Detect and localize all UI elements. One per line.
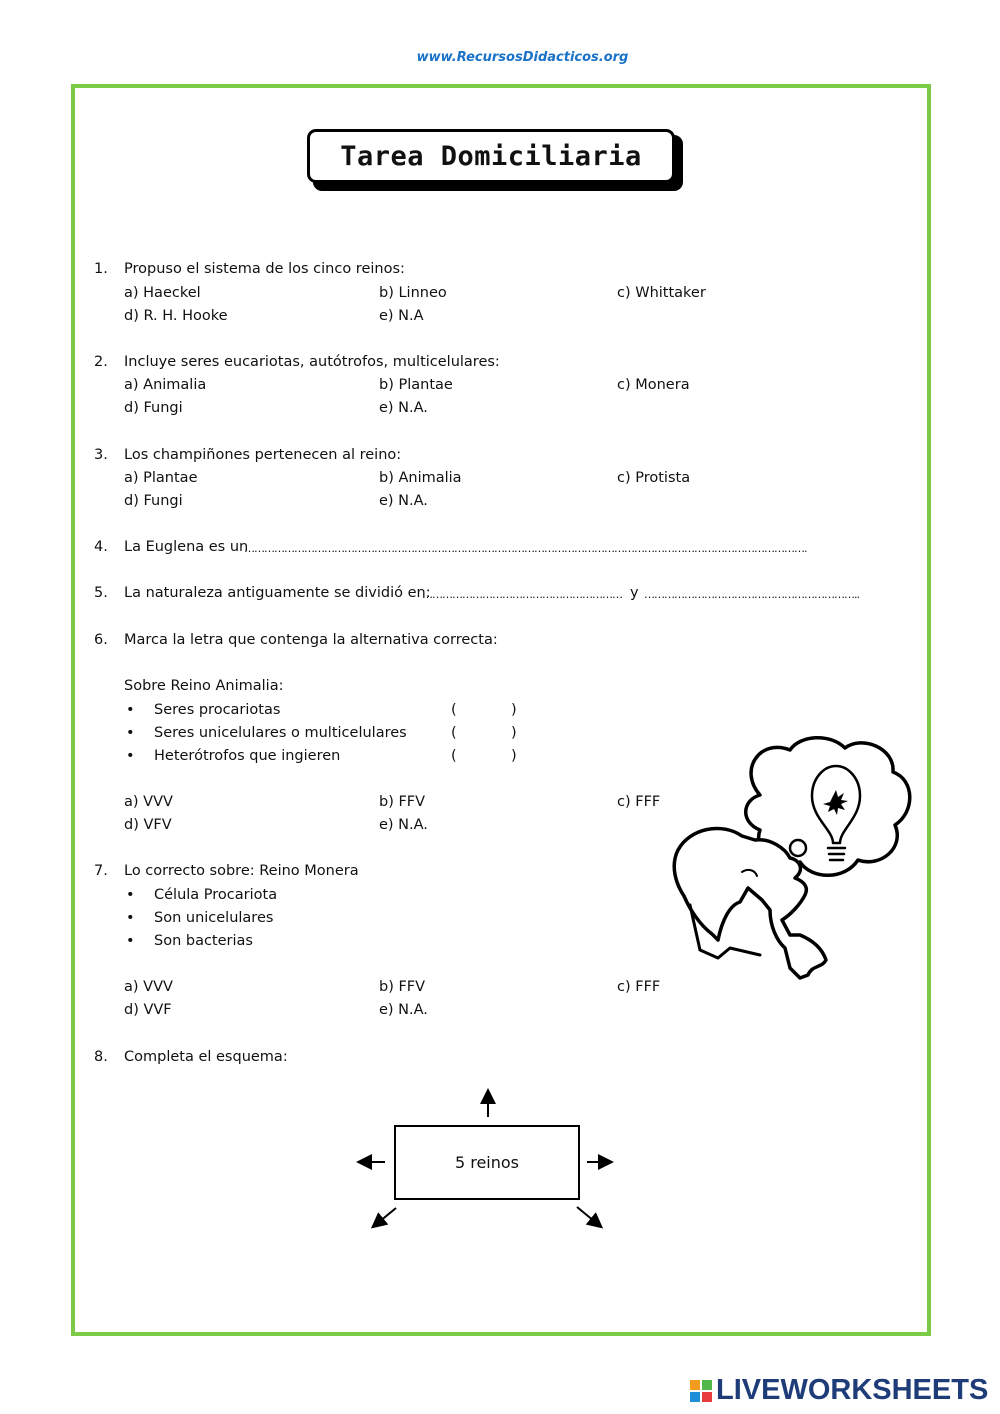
q7-option-a[interactable]: a) VVV [124,979,173,995]
q6-option-b[interactable]: b) FFV [379,794,426,810]
scheme-center-label: 5 reinos [454,1153,520,1172]
q4-number: 4. [94,539,108,555]
q2-option-e[interactable]: e) N.A. [379,400,428,416]
q6-statement-3: Heterótrofos que ingieren [154,748,341,764]
q7-option-d[interactable]: d) VVF [124,1002,172,1018]
q7-statement-1: Célula Procariota [154,887,278,903]
q7-option-c[interactable]: c) FFF [617,979,661,995]
q1-option-e[interactable]: e) N.A [379,308,424,324]
q2-option-a[interactable]: a) Animalia [124,377,207,393]
q3-option-e[interactable]: e) N.A. [379,493,428,509]
q3-option-a[interactable]: a) Plantae [124,470,198,486]
q5-answer-blank-1[interactable]: …………………………………………………… [422,588,622,601]
liveworksheets-logo[interactable] [690,1374,988,1407]
q2-option-d[interactable]: d) Fungi [124,400,183,416]
q6-option-e[interactable]: e) N.A. [379,817,428,833]
q6-number: 6. [94,632,108,648]
q3-option-c[interactable]: c) Protista [617,470,691,486]
q1-option-b[interactable]: b) Linneo [379,285,447,301]
bullet-dot: • [126,702,135,718]
bullet-dot: • [126,910,135,926]
q4-answer-blank[interactable]: ……………………………………………………………………………………………………………………………………………………. [244,542,807,555]
page-title: Tarea Domiciliaria [307,129,675,183]
q6-paren-close-2: ) [511,725,517,741]
q6-paren-close-3: ) [511,748,517,764]
q2-option-c[interactable]: c) Monera [617,377,690,393]
q7-option-b[interactable]: b) FFV [379,979,426,995]
q1-text: Propuso el sistema de los cinco reinos: [124,261,405,277]
q5-answer-blank-2[interactable]: ……………………………………………………….. [644,588,859,601]
q3-number: 3. [94,447,108,463]
q7-statement-2: Son unicelulares [154,910,274,926]
bullet-dot: • [126,933,135,949]
q6-option-c[interactable]: c) FFF [617,794,661,810]
q1-number: 1. [94,261,108,277]
q4-text: La Euglena es un [124,539,249,555]
q8-number: 8. [94,1049,108,1065]
q6-option-a[interactable]: a) VVV [124,794,173,810]
q6-paren-close-1: ) [511,702,517,718]
bullet-dot: • [126,748,135,764]
q6-option-d[interactable]: d) VFV [124,817,172,833]
q6-subtitle: Sobre Reino Animalia: [124,678,284,694]
q2-option-b[interactable]: b) Plantae [379,377,453,393]
q3-text: Los champiñones pertenecen al reino: [124,447,402,463]
q7-statement-3: Son bacterias [154,933,253,949]
q6-statement-2: Seres unicelulares o multicelulares [154,725,407,741]
bullet-dot: • [126,725,135,741]
q5-connector: y [630,585,639,601]
q3-option-d[interactable]: d) Fungi [124,493,183,509]
q1-option-a[interactable]: a) Haeckel [124,285,201,301]
q3-option-b[interactable]: b) Animalia [379,470,462,486]
q7-number: 7. [94,863,108,879]
q5-number: 5. [94,585,108,601]
q1-option-c[interactable]: c) Whittaker [617,285,706,301]
q6-paren-open-1: ( [451,702,457,718]
liveworksheets-brand: LIVEWORKSHEETS [716,1374,989,1406]
q7-option-e[interactable]: e) N.A. [379,1002,428,1018]
q2-text: Incluye seres eucariotas, autótrofos, multicelulares: [124,354,500,370]
q6-text: Marca la letra que contenga la alternativa correcta: [124,632,498,648]
q6-paren-open-3: ( [451,748,457,764]
q7-text: Lo correcto sobre: Reino Monera [124,863,359,879]
bullet-dot: • [126,887,135,903]
q2-number: 2. [94,354,108,370]
q6-statement-1: Seres procariotas [154,702,281,718]
q8-text: Completa el esquema: [124,1049,288,1065]
q5-text: La naturaleza antiguamente se dividió en: [124,585,431,601]
q1-option-d[interactable]: d) R. H. Hooke [124,308,228,324]
liveworksheets-grid-icon [690,1380,712,1402]
q6-paren-open-2: ( [451,725,457,741]
site-url[interactable]: www.RecursosDidacticos.org [416,50,629,65]
thought-bubble-large [790,840,806,856]
